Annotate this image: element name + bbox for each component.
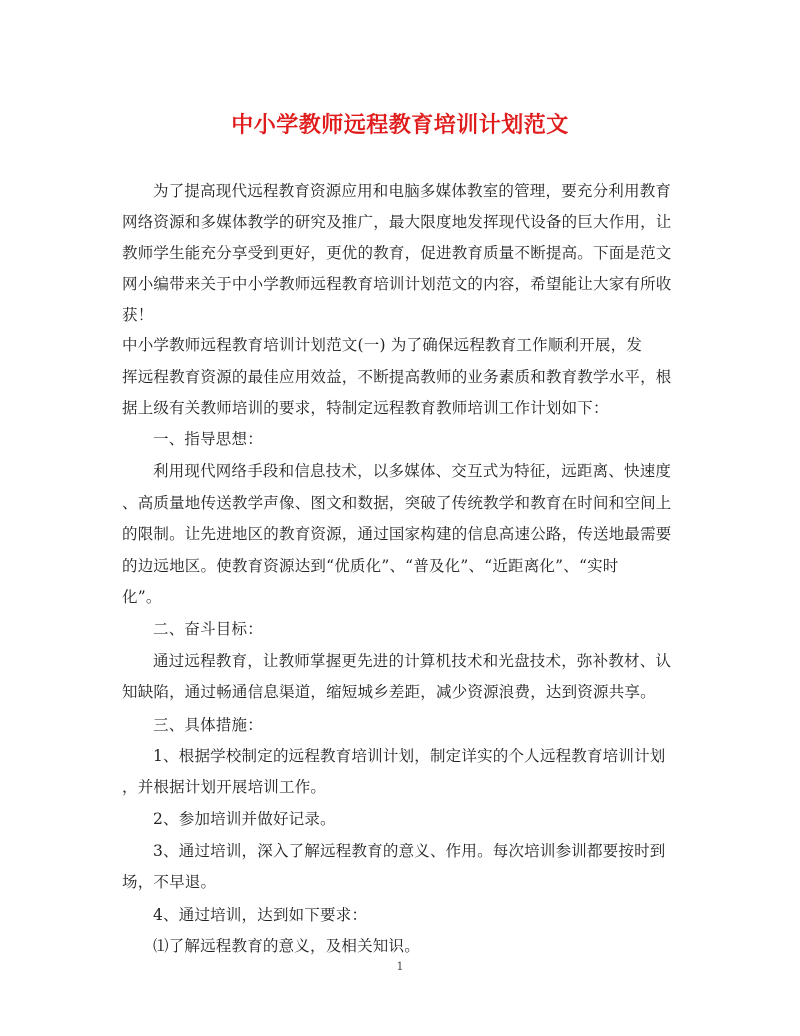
sub-list-item: ⑴了解远程教育的意义，及相关知识。 xyxy=(153,937,420,955)
section-heading: 一、指导思想： xyxy=(153,430,263,448)
paragraph-line: 网络资源和多媒体教学的研究及推广，最大限度地发挥现代设备的巨大作用，让 xyxy=(122,213,672,231)
paragraph-line: 的限制。让先进地区的教育资源，通过国家构建的信息高速公路，传送地最需要 xyxy=(122,525,672,543)
paragraph-line: 获！ xyxy=(122,306,154,324)
page-number: 1 xyxy=(396,960,404,973)
list-item: 2、参加培训并做好记录。 xyxy=(153,810,336,828)
list-item: 1、根据学校制定的远程教育培训计划，制定详实的个人远程教育培训计划 xyxy=(153,747,666,765)
paragraph-line: 通过远程教育，让教师掌握更先进的计算机技术和光盘技术，弥补教材、认 xyxy=(153,652,672,670)
paragraph-line: 挥远程教育资源的最佳应用效益，不断提高教师的业务素质和教育教学水平，根 xyxy=(122,368,672,386)
paragraph-line: 利用现代网络手段和信息技术，以多媒体、交互式为特征，远距离、快速度 xyxy=(153,462,672,480)
paragraph-line: 、高质量地传送教学声像、图文和数据，突破了传统教学和教育在时间和空间上 xyxy=(122,494,672,512)
paragraph-line: 中小学教师远程教育培训计划范文(一) 为了确保远程教育工作顺利开展，发 xyxy=(122,336,643,354)
paragraph-line: 据上级有关教师培训的要求，特制定远程教育教师培训工作计划如下： xyxy=(122,399,609,417)
section-heading: 三、具体措施： xyxy=(153,716,263,734)
paragraph-line: 的边远地区。使教育资源达到“优质化”、“普及化”、“近距离化”、“实时 xyxy=(122,557,619,575)
document-title: 中小学教师远程教育培训计划范文 xyxy=(231,112,569,138)
list-item: 4、通过培训，达到如下要求： xyxy=(153,906,368,924)
paragraph-line: 网小编带来关于中小学教师远程教育培训计划范文的内容，希望能让大家有所收 xyxy=(122,275,672,293)
list-item-continuation: ，并根据计划开展培训工作。 xyxy=(122,778,327,796)
list-item: 3、通过培训，深入了解远程教育的意义、作用。每次培训参训都要按时到 xyxy=(153,842,666,860)
section-heading: 二、奋斗目标： xyxy=(153,620,263,638)
paragraph-line: 知缺陷，通过畅通信息渠道，缩短城乡差距，减少资源浪费，达到资源共享。 xyxy=(122,683,656,701)
list-item-continuation: 场，不早退。 xyxy=(122,873,217,891)
paragraph-line: 教师学生能充分享受到更好，更优的教育，促进教育质量不断提高。下面是范文 xyxy=(122,244,672,262)
paragraph-line: 为了提高现代远程教育资源应用和电脑多媒体教室的管理，要充分利用教育 xyxy=(153,182,672,200)
paragraph-line: 化”。 xyxy=(122,588,162,606)
